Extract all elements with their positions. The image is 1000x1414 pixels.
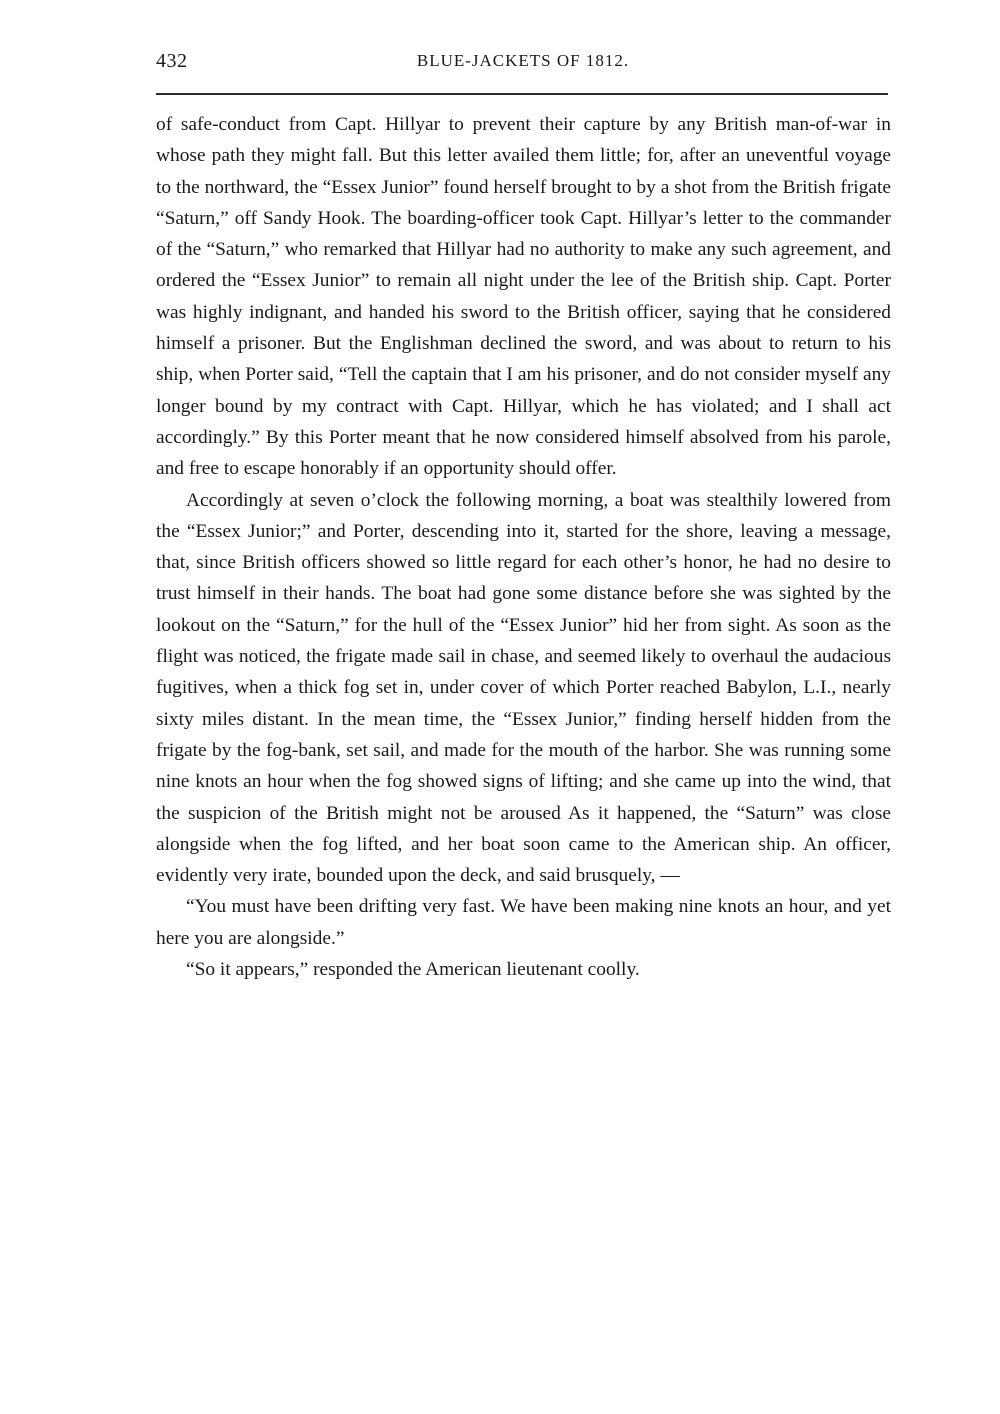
header-rule [156, 93, 888, 95]
paragraph-escape: Accordingly at seven o’clock the following morning, a boat was stealthily lowered from the “Essex Junior;” and Porter, descending into it, started for the shore, leaving a message, that, since British officers showed so little regard for each other’s honor, he had no desire to trust himself in their hands. The boat had gone some distance before she was sighted by the lookout on the “Saturn,” for the hull of the “Essex Junior” hid her from sight. As soon as the flight was noticed, the frigate made sail in chase, and seemed likely to overhaul the audacious fugitives, when a thick fog set in, under cover of which Porter reached Babylon, L.I., nearly sixty miles distant. In the mean time, the “Essex Junior,” finding herself hidden from the frigate by the fog-bank, set sail, and made for the mouth of the harbor. She was running some nine knots an hour when the fog showed signs of lifting; and she came up into the wind, that the suspicion of the British might not be aroused As it happened, the “Saturn” was close alongside when the fog lifted, and her boat soon came to the American ship. An officer, evidently very irate, bounded upon the deck, and said brusquely, — [156, 489, 891, 887]
running-title: BLUE-JACKETS OF 1812. [416, 51, 630, 70]
page-number: 432 [156, 50, 188, 72]
paragraph-officer-quote: “You must have been drifting very fast. We have been making nine knots an hour, and yet here you are alongside.” [156, 896, 891, 949]
paragraph-lieutenant-reply: “So it appears,” responded the American lieutenant coolly. [186, 959, 640, 981]
body-text [156, 109, 891, 985]
paragraph-continued: of safe-conduct from Capt. Hillyar to prevent their capture by any British man-of-war in whose path they might fall. But this letter availed them little; for, after an uneventful voyage to the northward, the “Essex Junior” found herself brought to by a shot from the British frigate “Saturn,” off Sandy Hook. The boarding-officer took Capt. Hillyar’s letter to the commander of the “Saturn,” who remarked that Hillyar had no authority to make any such agreement, and ordered the “Essex Junior” to remain all night under the lee of the British ship. Capt. Porter was highly indignant, and handed his sword to the British officer, saying that he considered himself a prisoner. But the Englishman declined the sword, and was about to return to his ship, when Porter said, “Tell the captain that I am his prisoner, and do not consider myself any longer bound by my contract with Capt. Hillyar, which he has violated; and I shall act accordingly.” By this Porter meant that he now considered himself absolved from his parole, and free to escape honorably if an opportunity should offer. [156, 114, 891, 480]
running-head [156, 50, 890, 80]
